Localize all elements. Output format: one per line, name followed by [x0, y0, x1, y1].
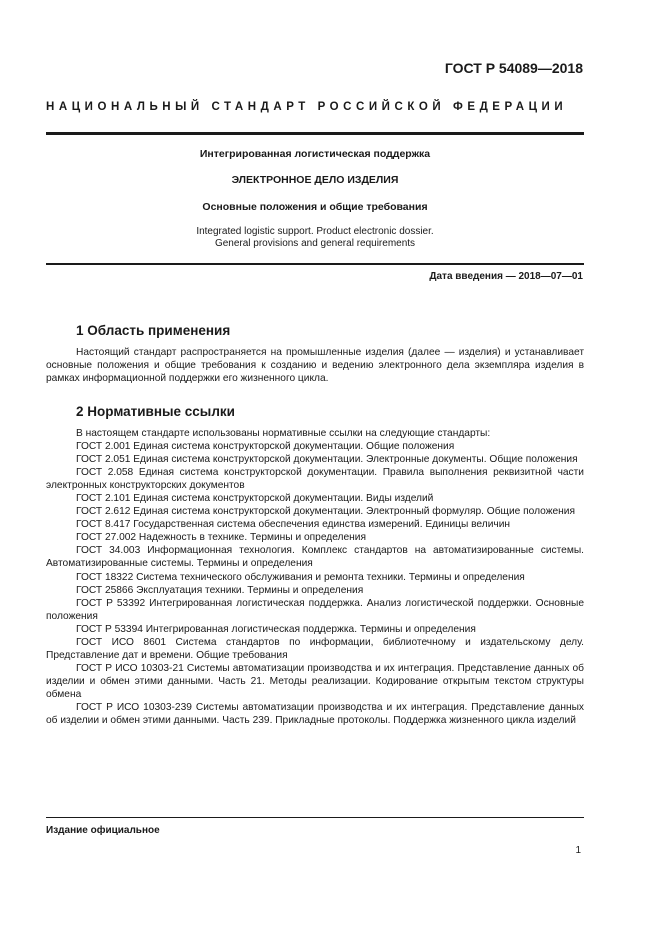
reference-item	[46, 701, 584, 727]
reference-text: ГОСТ 2.058 Единая система конструкторской документации. Правила выполнения реквизитной части электронных конструкторских документов	[46, 467, 584, 492]
title-english-1: Integrated logistic support. Product electronic dossier.	[196, 226, 434, 237]
footer-divider	[46, 817, 584, 818]
section-2-heading: 2 Нормативные ссылки	[76, 404, 235, 419]
reference-item	[46, 544, 584, 570]
reference-item	[46, 440, 584, 453]
title-line-3: Основные положения и общие требования	[202, 201, 428, 213]
effective-date: Дата введения — 2018—07—01	[429, 271, 583, 282]
reference-item	[46, 584, 584, 597]
reference-text: ГОСТ 2.051 Единая система конструкторской документации. Электронные документы. Общие положения	[76, 454, 578, 466]
reference-item	[46, 636, 584, 662]
reference-item	[46, 531, 584, 544]
reference-text: ГОСТ 2.001 Единая система конструкторской документации. Общие положения	[76, 441, 455, 453]
section-1-text: Настоящий стандарт распространяется на промышленные изделия (далее — изделия) и устанавливает основные положения и общие требования к созданию и ведению электронного дела экземпляра изделия в рамках информационной поддержки его жизненного цикла.	[46, 347, 584, 385]
title-line-1: Интегрированная логистическая поддержка	[199, 148, 431, 160]
reference-text: ГОСТ 2.612 Единая система конструкторской документации. Электронный формуляр. Общие положения	[76, 506, 576, 518]
section-1-heading: 1 Область применения	[76, 323, 231, 338]
national-standard-heading: НАЦИОНАЛЬНЫЙ СТАНДАРТ РОССИЙСКОЙ ФЕДЕРАЦИИ	[46, 101, 568, 113]
section-2-intro: В настоящем стандарте использованы нормативные ссылки на следующие стандарты:	[76, 428, 491, 439]
page-number: 1	[575, 845, 581, 856]
reference-item	[46, 453, 584, 466]
top-divider	[46, 132, 584, 135]
title-english-2: General provisions and general requirements	[214, 238, 416, 249]
section-2-body	[46, 427, 584, 727]
title-divider	[46, 263, 584, 265]
title-line-2: ЭЛЕКТРОННОЕ ДЕЛО ИЗДЕЛИЯ	[231, 174, 399, 186]
reference-item	[46, 466, 584, 492]
reference-text: ГОСТ Р 53394 Интегрированная логистическая поддержка. Термины и определения	[76, 623, 476, 635]
section-1-body	[46, 346, 584, 385]
reference-item	[46, 505, 584, 518]
reference-item	[46, 662, 584, 701]
reference-text: ГОСТ 27.002 Надежность в технике. Термины и определения	[76, 532, 366, 544]
reference-text: ГОСТ Р ИСО 10303-239 Системы автоматизации производства и их интеграция. Представление данных об изделии и обмен этими данными. Часть 239. Прикладные протоколы. Поддержка жизненного цикла изделий	[46, 701, 584, 727]
reference-item	[46, 597, 584, 623]
reference-item	[46, 571, 584, 584]
reference-text: ГОСТ Р 53392 Интегрированная логистическая поддержка. Анализ логистической поддержки. Основные положения	[46, 597, 584, 622]
reference-text: ГОСТ 18322 Система технического обслуживания и ремонта техники. Термины и определения	[76, 571, 525, 583]
reference-text: ГОСТ ИСО 8601 Система стандартов по информации, библиотечному и издательскому делу. Представление дат и времени. Общие требования	[46, 636, 584, 661]
reference-text: ГОСТ Р ИСО 10303-21 Системы автоматизации производства и их интеграция. Представление данных об изделии и обмен этими данными. Часть 21. Методы реализации. Кодирование открытым текстом структуры обмена	[46, 662, 584, 700]
official-edition-label: Издание официальное	[46, 825, 160, 836]
reference-text: ГОСТ 34.003 Информационная технология. Комплекс стандартов на автоматизированные системы. Автоматизированные системы. Термины и определения	[46, 545, 584, 570]
reference-text: ГОСТ 25866 Эксплуатация техники. Термины и определения	[76, 584, 364, 596]
reference-text: ГОСТ 2.101 Единая система конструкторской документации. Виды изделий	[76, 493, 434, 505]
reference-item	[46, 492, 584, 505]
reference-item	[46, 518, 584, 531]
reference-text: ГОСТ 8.417 Государственная система обеспечения единства измерений. Единицы величин	[76, 519, 511, 531]
gost-number: ГОСТ Р 54089—2018	[444, 60, 583, 76]
reference-item	[46, 623, 584, 636]
